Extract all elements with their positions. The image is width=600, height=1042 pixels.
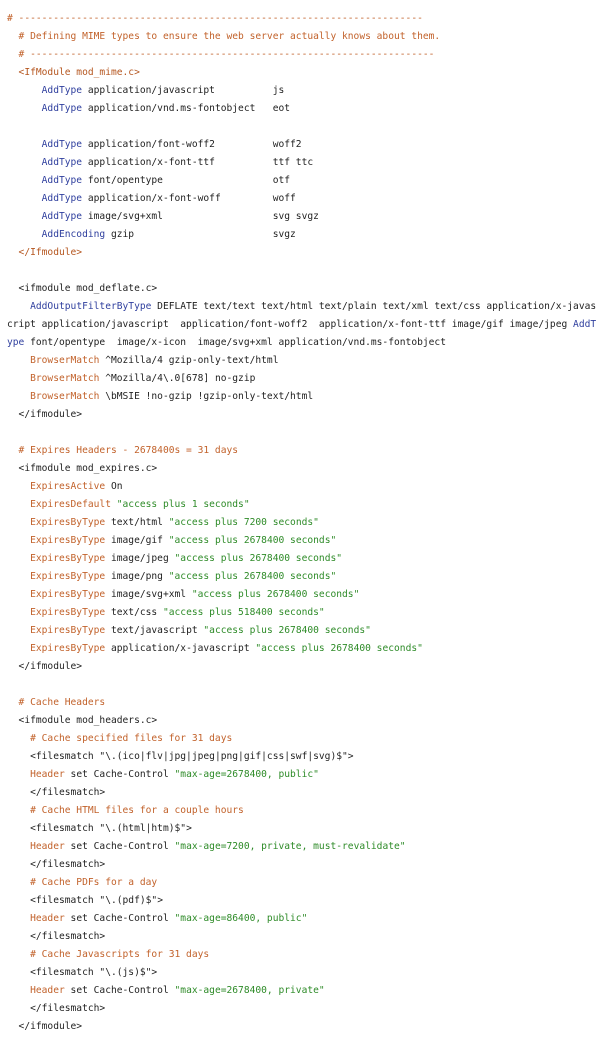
code-line — [7, 568, 600, 586]
code-line — [7, 766, 600, 784]
directive: ExpiresDefault — [7, 499, 111, 510]
filesmatch-close-tag: </filesmatch> — [7, 787, 106, 798]
comment-line: # Defining MIME types to ensure the web server actually knows about them. — [7, 31, 441, 42]
directive-args: application/x-javascript — [105, 643, 256, 654]
code-line — [7, 514, 600, 532]
directive: AddEncoding — [7, 229, 106, 240]
filesmatch-pattern: "\.(ico|flv|jpg|jpeg|png|gif|css|swf|svg)$" — [99, 751, 348, 762]
directive: AddType — [7, 157, 83, 168]
directive-args: set Cache-Control — [64, 985, 175, 996]
code-line — [7, 208, 600, 226]
ifmodule-open-tag: <ifmodule mod_expires.c> — [7, 463, 158, 474]
comment-line: # Expires Headers - 2678400s = 31 days — [7, 445, 239, 456]
code-line — [7, 820, 600, 838]
directive: AddOutputFilterByType — [7, 301, 152, 312]
string-literal: "access plus 7200 seconds" — [168, 517, 319, 528]
code-line-wrapped — [7, 298, 600, 352]
string-literal: "access plus 1 seconds" — [110, 499, 250, 510]
directive: AddType — [7, 85, 83, 96]
directive: ExpiresByType — [7, 535, 106, 546]
string-literal: "max-age=2678400, private" — [174, 985, 325, 996]
string-literal: "access plus 518400 seconds" — [162, 607, 325, 618]
directive-args: application/javascript js — [82, 85, 285, 96]
code-line — [7, 982, 600, 1000]
directive-args: text/javascript — [105, 625, 204, 636]
comment-line: # ---------------------------------------------------------------------- — [7, 13, 423, 24]
filesmatch-close-bracket: > — [186, 823, 192, 834]
code-line — [7, 478, 600, 496]
directive: AddType — [7, 319, 597, 348]
string-literal: "max-age=86400, public" — [174, 913, 308, 924]
directive: Header — [7, 985, 65, 996]
filesmatch-pattern: "\.(html|htm)$" — [99, 823, 187, 834]
code-line — [7, 550, 600, 568]
directive-args: application/font-woff2 woff2 — [82, 139, 302, 150]
directive-args: set Cache-Control — [64, 841, 175, 852]
code-line — [7, 622, 600, 640]
directive-args: set Cache-Control — [64, 913, 175, 924]
code-line — [7, 640, 600, 658]
string-literal: "access plus 2678400 seconds" — [191, 589, 360, 600]
directive: AddType — [7, 193, 83, 204]
directive: AddType — [7, 103, 83, 114]
directive: ExpiresByType — [7, 607, 106, 618]
directive-args: application/vnd.ms-fontobject eot — [82, 103, 291, 114]
comment-line: # Cache specified files for 31 days — [7, 733, 233, 744]
ifmodule-close-tag: </Ifmodule> — [7, 247, 83, 258]
directive-args: font/opentype otf — [82, 175, 291, 186]
blank-line — [7, 118, 600, 136]
code-line — [7, 910, 600, 928]
code-line — [7, 892, 600, 910]
filesmatch-close-bracket: > — [157, 895, 163, 906]
code-line — [7, 154, 600, 172]
directive: AddType — [7, 175, 83, 186]
code-line — [7, 838, 600, 856]
string-literal: "access plus 2678400 seconds" — [255, 643, 423, 654]
code-line — [7, 226, 600, 244]
code-line — [7, 136, 600, 154]
directive-args: application/x-font-ttf ttf ttc — [82, 157, 314, 168]
directive-args: set Cache-Control — [64, 769, 175, 780]
directive: BrowserMatch — [7, 391, 100, 402]
code-line — [7, 604, 600, 622]
ifmodule-close-tag: </ifmodule> — [7, 661, 83, 672]
filesmatch-close-bracket: > — [347, 751, 354, 762]
directive-args: image/jpeg — [105, 553, 175, 564]
comment-line: # Cache Headers — [7, 697, 106, 708]
directive: AddType — [7, 139, 83, 150]
string-literal: "access plus 2678400 seconds" — [168, 535, 337, 546]
filesmatch-open: <filesmatch — [7, 823, 100, 834]
directive-args: ^Mozilla/4 gzip-only-text/html — [99, 355, 279, 366]
directive: Header — [7, 841, 65, 852]
directive-args: gzip svgz — [105, 229, 296, 240]
code-line — [7, 586, 600, 604]
directive-args: image/svg+xml — [105, 589, 192, 600]
filesmatch-close-tag: </filesmatch> — [7, 1003, 106, 1014]
ifmodule-close-tag: </ifmodule> — [7, 1021, 83, 1032]
string-literal: "access plus 2678400 seconds" — [203, 625, 371, 636]
directive-args: On — [105, 481, 123, 492]
directive-args: text/css — [105, 607, 163, 618]
code-line — [7, 388, 600, 406]
code-line — [7, 352, 600, 370]
filesmatch-open: <filesmatch — [7, 967, 100, 978]
directive: ExpiresByType — [7, 589, 106, 600]
directive: Header — [7, 913, 65, 924]
code-line — [7, 748, 600, 766]
code-line — [7, 82, 600, 100]
directive: ExpiresByType — [7, 571, 106, 582]
directive-args: ^Mozilla/4\.0[678] no-gzip — [99, 373, 256, 384]
directive: BrowserMatch — [7, 373, 100, 384]
code-line — [7, 370, 600, 388]
string-literal: "access plus 2678400 seconds" — [174, 553, 343, 564]
directive: ExpiresByType — [7, 643, 106, 654]
comment-line: # Cache Javascripts for 31 days — [7, 949, 210, 960]
directive-args: DEFLATE text/text text/html text/plain text/xml text/css application/x-javascript application/javascript application/font-woff2 application/x-font-ttf image/gif image/jpeg — [7, 301, 597, 330]
directive: Header — [7, 769, 65, 780]
filesmatch-close-tag: </filesmatch> — [7, 931, 106, 942]
comment-line: # ---------------------------------------------------------------------- — [7, 49, 435, 60]
directive-args: font/opentype image/x-icon image/svg+xml application/vnd.ms-fontobject — [24, 337, 446, 348]
filesmatch-close-bracket: > — [151, 967, 158, 978]
ifmodule-close-tag: </ifmodule> — [7, 409, 83, 420]
filesmatch-close-tag: </filesmatch> — [7, 859, 106, 870]
ifmodule-open-tag: <IfModule mod_mime.c> — [7, 67, 140, 78]
code-line — [7, 100, 600, 118]
blank-line — [7, 676, 600, 694]
directive: ExpiresByType — [7, 553, 106, 564]
code-line — [7, 496, 600, 514]
string-literal: "access plus 2678400 seconds" — [168, 571, 337, 582]
directive-args: image/svg+xml svg svgz — [82, 211, 319, 222]
directive: ExpiresByType — [7, 625, 106, 636]
directive: AddType — [7, 211, 83, 222]
code-line — [7, 964, 600, 982]
filesmatch-open: <filesmatch — [7, 895, 100, 906]
filesmatch-pattern: "\.(pdf)$" — [99, 895, 158, 906]
directive-args: \bMSIE !no-gzip !gzip-only-text/html — [99, 391, 314, 402]
string-literal: "max-age=7200, private, must-revalidate" — [174, 841, 406, 852]
comment-line: # Cache HTML files for a couple hours — [7, 805, 244, 816]
directive-args: text/html — [105, 517, 169, 528]
directive: ExpiresActive — [7, 481, 106, 492]
ifmodule-open-tag: <ifmodule mod_headers.c> — [7, 715, 158, 726]
directive: ExpiresByType — [7, 517, 106, 528]
string-literal: "max-age=2678400, public" — [174, 769, 319, 780]
directive: BrowserMatch — [7, 355, 100, 366]
filesmatch-pattern: "\.(js)$" — [99, 967, 152, 978]
ifmodule-open-tag: <ifmodule mod_deflate.c> — [7, 283, 158, 294]
blank-line — [7, 262, 600, 280]
directive-args: application/x-font-woff woff — [82, 193, 296, 204]
comment-line: # Cache PDFs for a day — [7, 877, 158, 888]
blank-line — [7, 424, 600, 442]
directive-args: image/gif — [105, 535, 169, 546]
code-line — [7, 532, 600, 550]
directive-args: image/png — [105, 571, 169, 582]
code-line — [7, 190, 600, 208]
code-line — [7, 172, 600, 190]
filesmatch-open: <filesmatch — [7, 751, 100, 762]
